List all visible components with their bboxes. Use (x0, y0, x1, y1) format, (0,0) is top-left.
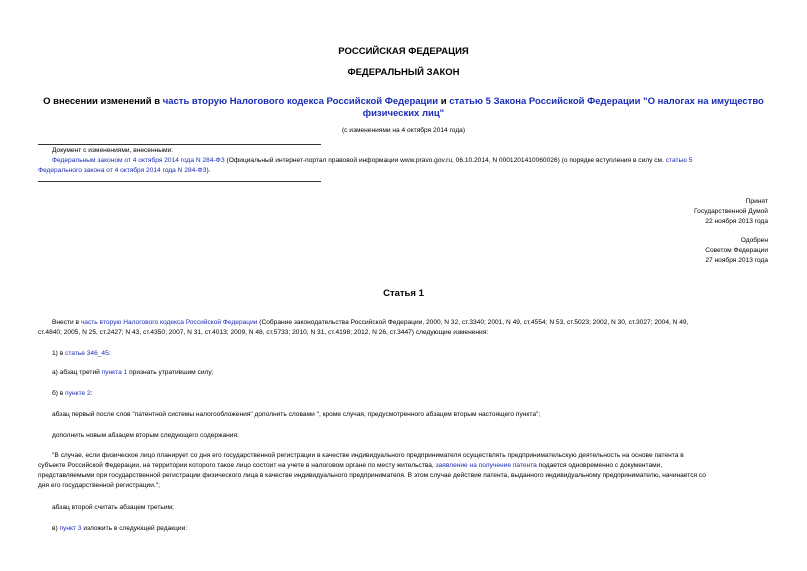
item-link-article-346-45[interactable]: статье 346_45 (65, 350, 109, 357)
adopted-label: Принят (745, 198, 768, 205)
divider-top (38, 144, 321, 145)
approved-body: Советом Федерации (705, 247, 768, 254)
title-link-tax-code[interactable]: часть вторую Налогового кодекса Российской Федерации (162, 96, 439, 107)
title-link-article-5-cont[interactable]: физических лиц" (362, 108, 445, 119)
article-title: Статья 1 (383, 288, 424, 299)
paragraph-text: (Собрание законодательства Российской Федерации, 2000, N 32, ст.3340; 2001, N 49, ст.4554; N 53, ст.5023; 2002, N 30, ст.3027; 2004, N 49, (257, 319, 689, 326)
quoted-paragraph (38, 451, 771, 491)
item-text: : (108, 350, 111, 357)
item-link-point-1[interactable]: пункта 1 (101, 369, 128, 376)
adopted-body: Государственной Думой (694, 208, 768, 215)
document-title (0, 96, 807, 120)
item-b-2: дополнить новым абзацем вторым следующего содержания: (52, 432, 239, 439)
changes-link-law[interactable]: Федеральным законом от 4 октября 2014 года N 284-ФЗ (52, 157, 225, 164)
quote-line-4: дня его государственной регистрации."; (38, 482, 160, 489)
quote-link-patent-application[interactable]: заявление на получение патента (435, 462, 537, 469)
country-heading: РОССИЙСКАЯ ФЕДЕРАЦИЯ (338, 46, 469, 57)
title-link-article-5[interactable]: статью 5 Закона Российской Федерации "О налогах на имущество (449, 96, 764, 107)
adopted-date: 22 ноября 2013 года (705, 218, 768, 225)
changes-link-article5[interactable]: статью 5 (665, 157, 693, 164)
changes-intro: Документ с изменениями, внесенными: (52, 147, 174, 154)
item-b (52, 389, 93, 399)
item-a (52, 368, 213, 378)
adopted-block (694, 197, 768, 227)
approved-label: Одобрен (740, 237, 768, 244)
title-text: и (438, 96, 450, 107)
article-paragraph-1 (38, 318, 771, 338)
changes-link-law-284[interactable]: Федерального закона от 4 октября 2014 года N 284-ФЗ (38, 167, 207, 174)
changes-text: (Официальный интернет-портал правовой информации www.pravo.gov.ru, 06.10.2014, N 0001201410060026) (о порядке вступления в силу см. (224, 157, 666, 164)
item-text: признать утратившим силу; (127, 369, 214, 376)
quote-line-1: "В случае, если физическое лицо планирует со дня его государственной регистрации в качестве индивидуального предпринимателя осуществлять предпринимательскую деятельность на основе патента в (52, 452, 684, 459)
quote-text: подается одновременно с документами, (536, 462, 663, 469)
item-v (52, 524, 187, 534)
title-text: О внесении изменений в (43, 96, 163, 107)
item-text: : (90, 390, 93, 397)
divider-bottom (38, 181, 321, 182)
paragraph-line-2: ст.4840; 2005, N 25, ст.2427; N 43, ст.4350; 2007, N 31, ст.4013; 2009, N 48, ст.5733; 2010, N 31, ст.4198; 2012, N 26, ст.3447) следующие изменения: (38, 329, 489, 336)
item-link-point-2[interactable]: пункте 2 (65, 390, 91, 397)
changes-list (38, 156, 771, 176)
paragraph-text: Внести в (52, 319, 81, 326)
approved-date: 27 ноября 2013 года (705, 257, 768, 264)
changes-end: ). (206, 167, 211, 174)
item-b-1: абзац первый после слов "патентной системы налогообложения" дополнить словами ", кроме случая, предусмотренного абзацем вторым настоящего пункта"; (52, 411, 541, 418)
item-text: в) (52, 525, 60, 532)
quote-line-3: представляемыми при государственной регистрации физического лица в качестве индивидуального предпринимателя. В этом случае действие патента, выданного индивидуальному предпринимателю, начинается со (38, 472, 706, 479)
approved-block (705, 236, 768, 266)
item-text: 1) в (52, 350, 66, 357)
item-text: а) абзац третий (52, 369, 102, 376)
quote-line-2 (38, 461, 771, 471)
paragraph-link-tax-code[interactable]: часть вторую Налогового кодекса Российской Федерации (80, 319, 258, 326)
item-1 (52, 349, 111, 359)
law-type-heading: ФЕДЕРАЛЬНЫЙ ЗАКОН (347, 67, 460, 78)
item-text: б) в (52, 390, 66, 397)
edition-note: (с изменениями на 4 октября 2014 года) (341, 127, 466, 134)
item-b-3: абзац второй считать абзацем третьим; (52, 504, 174, 511)
item-link-point-3[interactable]: пункт 3 (59, 525, 82, 532)
quote-text: субъекте Российской Федерации, на территории которого такое лицо состоит на учете в налоговом органе по месту жительства, (38, 462, 436, 469)
item-text: изложить в следующей редакции: (81, 525, 188, 532)
